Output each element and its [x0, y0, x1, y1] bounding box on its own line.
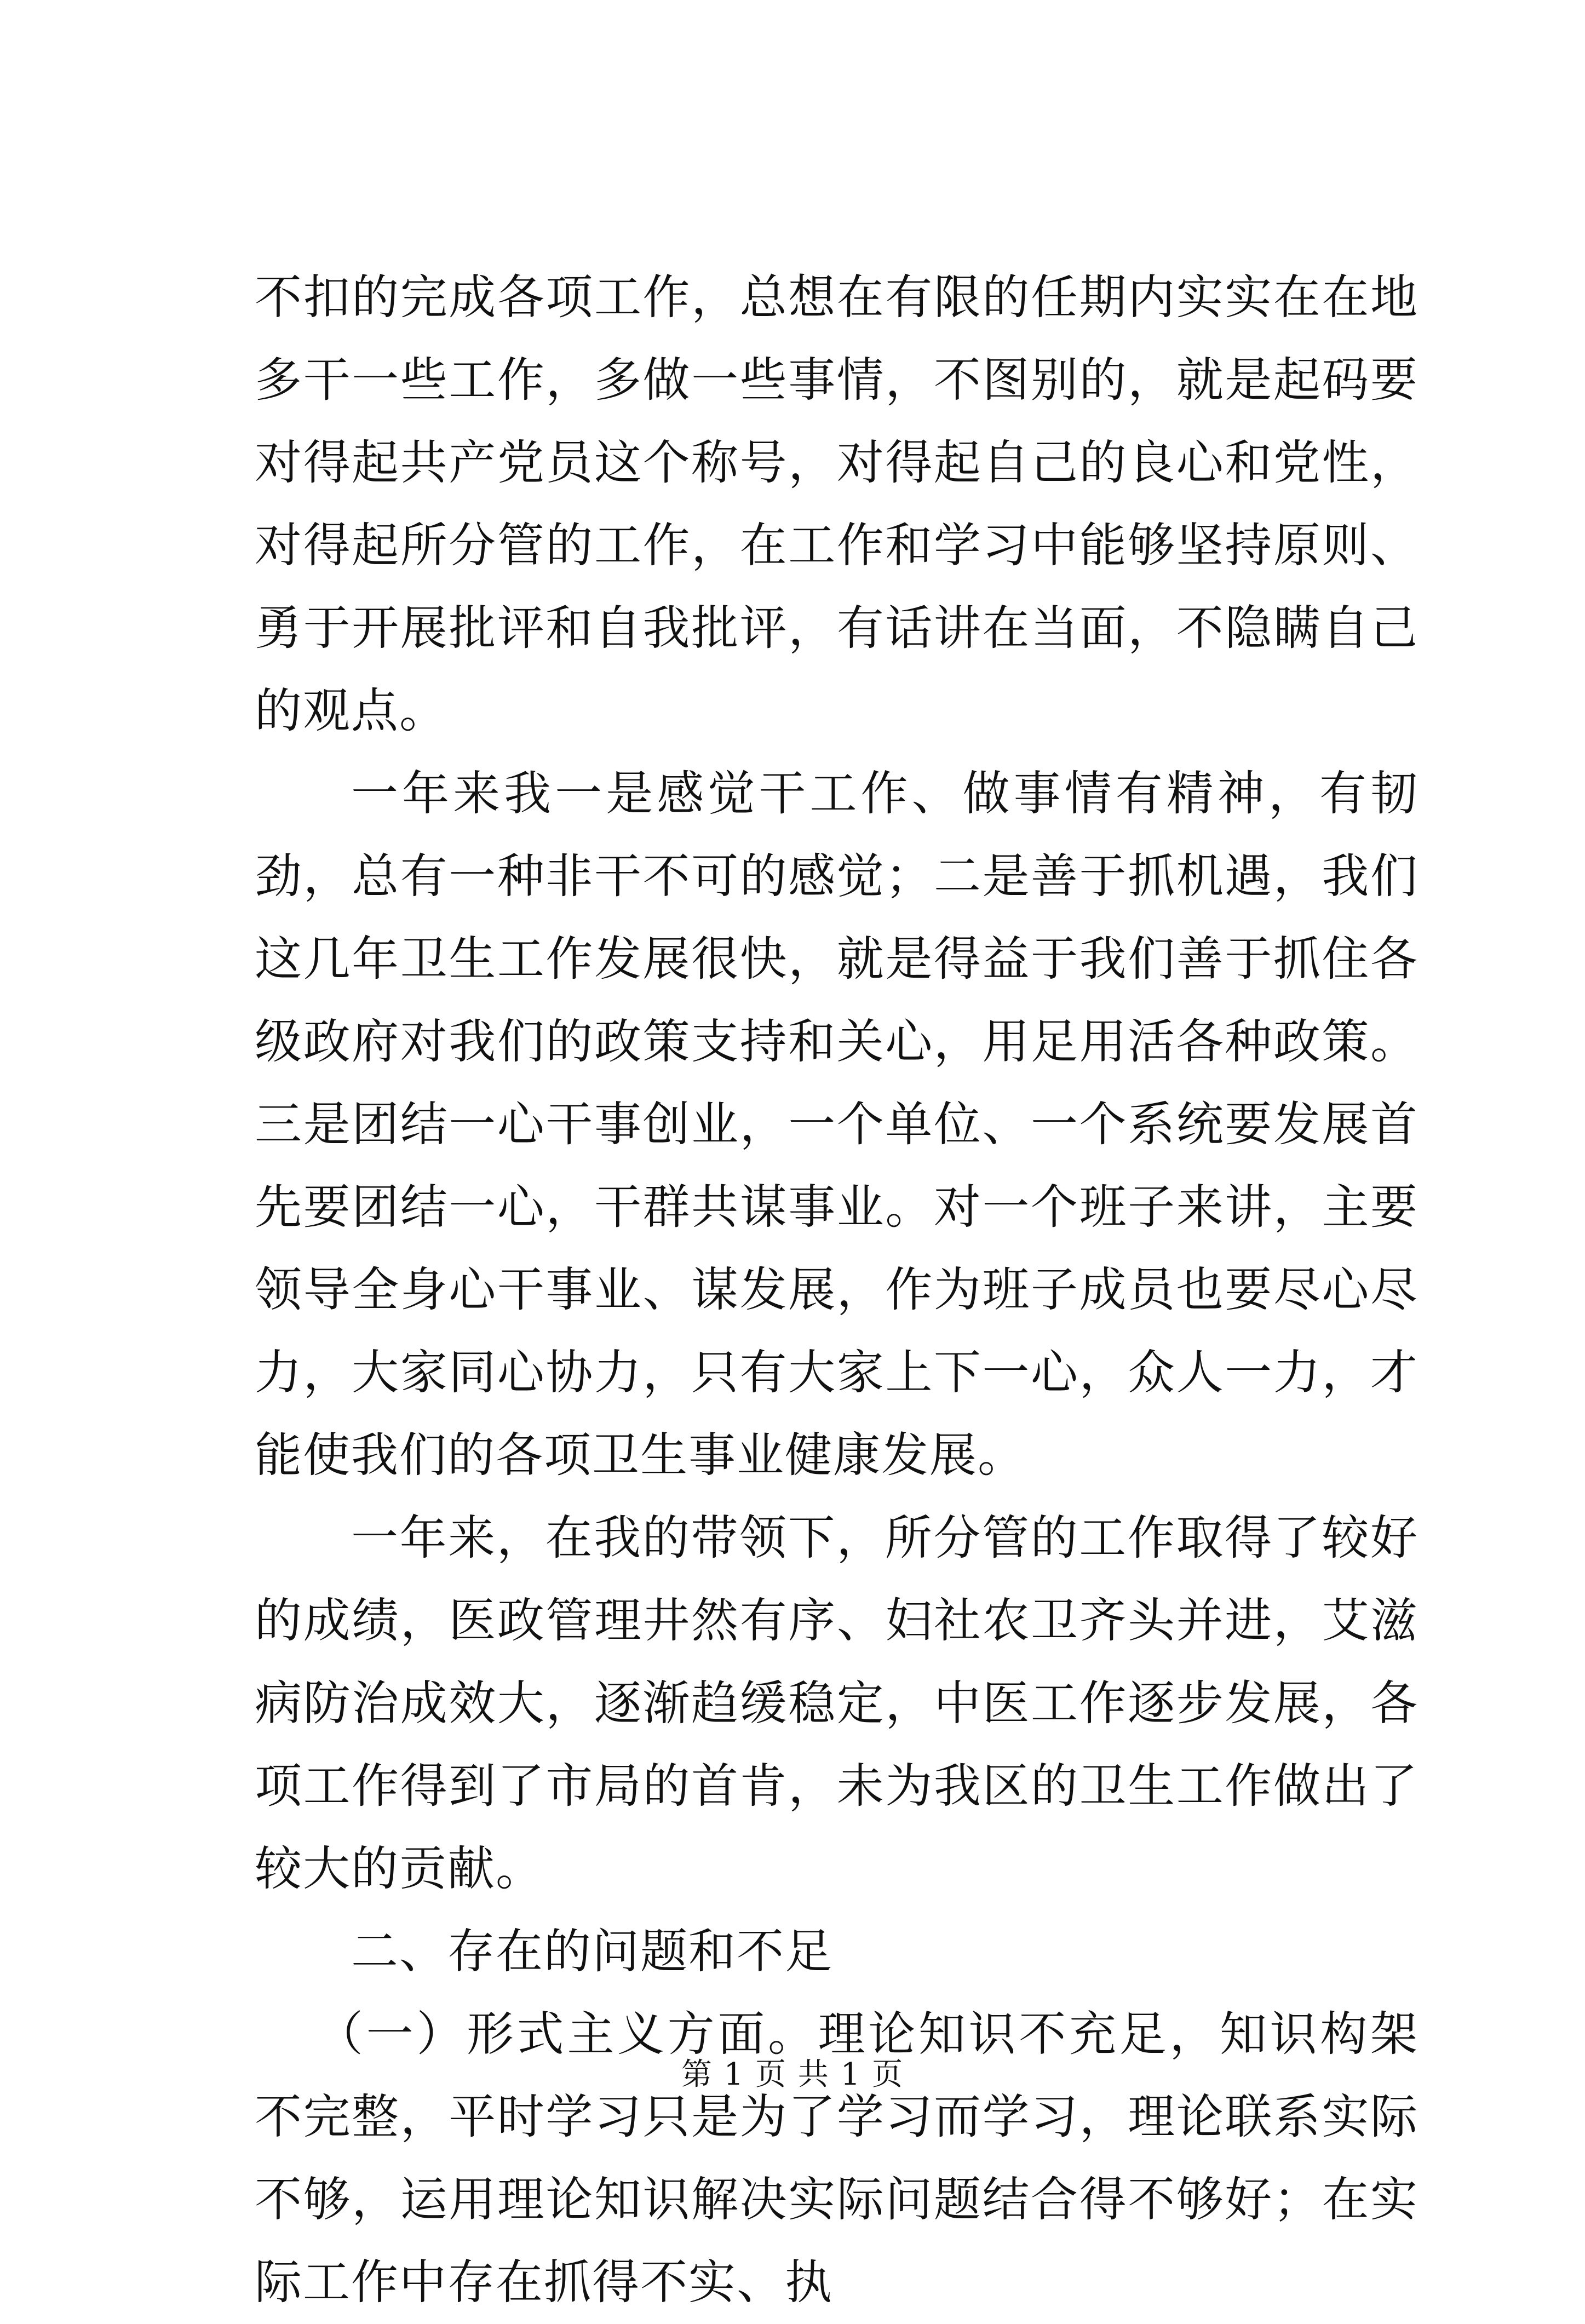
paragraph-reflection: 一年来我一是感觉干工作、做事情有精神，有韧劲，总有一种非干不可的感觉；二是善于抓机遇，我们这几年卫生工作发展很快，就是得益于我们善于抓住各级政府对我们的政策支持和关心，用足用活各种政策。三是团结一心干事创业，一个单位、一个系统要发展首先要团结一心，干群共谋事业。对一个班子来讲，主要领导全身心干事业、谋发展，作为班子成员也要尽心尽力，大家同心协力，只有大家上下一心，众人一力，才能使我们的各项卫生事业健康发展。: [255, 766, 1419, 1483]
paragraph-achievements: 一年来，在我的带领下，所分管的工作取得了较好的成绩，医政管理井然有序、妇社农卫齐头并进，艾滋病防治成效大，逐渐趋缓稳定，中医工作逐步发展，各项工作得到了市局的首肯，未为我区的卫生工作做出了较大的贡献。: [255, 1511, 1419, 1896]
page-number-footer: 第 1 页 共 1 页: [681, 2057, 904, 2092]
section-heading-problems: 二、存在的问题和不足: [351, 1924, 833, 1979]
paragraph-continuation: 不扣的完成各项工作，总想在有限的任期内实实在在地多干一些工作，多做一些事情，不图别的，就是起码要对得起共产党员这个称号，对得起自己的良心和党性，对得起所分管的工作，在工作和学习中能够坚持原则、勇于开展批评和自我批评，有话讲在当面，不隐瞒自己的观点。: [255, 270, 1419, 738]
paragraph-formalism: （一）形式主义方面。理论知识不充足，知识构架不完整，平时学习只是为了学习而学习，理论联系实际不够，运用理论知识解决实际问题结合得不够好；在实际工作中存在抓得不实、执: [255, 2007, 1419, 2310]
document-body: [255, 256, 1419, 2324]
